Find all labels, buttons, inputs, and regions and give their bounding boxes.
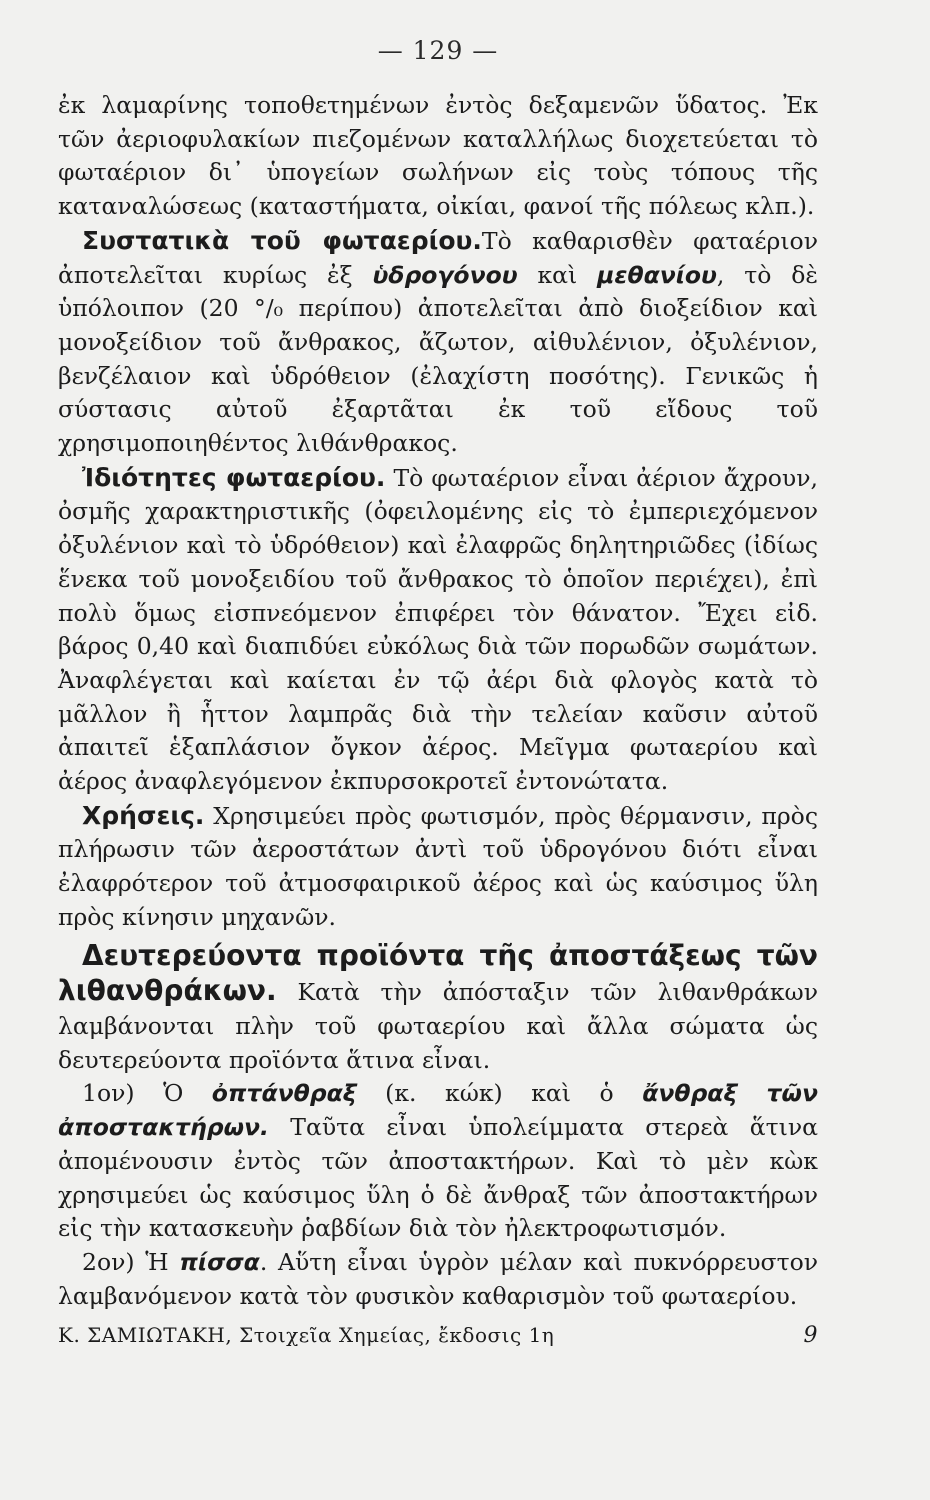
text-run: καὶ — [517, 260, 598, 289]
paragraph-coke — [58, 1077, 818, 1246]
paragraph-gas-uses — [58, 799, 818, 935]
section-heading-uses: Χρήσεις. — [82, 800, 205, 830]
section-heading-byproducts: Δευτερεύοντα προϊόντα τῆς ἀποστάξεως τῶν λιθανθράκων. — [58, 938, 818, 1008]
emphasis-methane: μεθανίου — [597, 260, 717, 289]
text-run: . Αὕτη εἶναι ὑγρὸν μέλαν καὶ πυκνόρρευστον λαμβανόμενον κατὰ τὸν φυσικὸν καθαρισμὸν τοῦ φωταερίου. — [58, 1247, 819, 1310]
text-run: , τὸ δὲ ὑπόλοιπον (20 °/₀ περίπου) ἀποτελεῖται ἀπὸ διοξείδιον καὶ μονοξείδιον τοῦ ἄνθρακος, ἄζωτον, αἰθυλένιον, ὀξυλένιον, βενζέλαιον καὶ ὑδρόθειον (ἐλαχίστη ποσότης). Γενικῶς ἡ σύστασις αὐτοῦ ἐξαρτᾶται ἐκ τοῦ εἴδους τοῦ χρησιμοποιηθέντος λιθάνθρακος. — [58, 260, 818, 458]
text-run: Τὸ καθαρισθὲν φαταέριον ἀποτελεῖται κυρίως ἐξ — [58, 226, 818, 289]
footer-signature-mark: 9 — [803, 1323, 818, 1349]
text-run: (κ. κώκ) καὶ ὁ — [356, 1079, 643, 1108]
page-footer — [58, 1323, 818, 1348]
paragraph-byproducts — [58, 939, 818, 1078]
page-number: — 129 — — [377, 36, 499, 65]
section-heading-properties: Ἰδιότητες φωταερίου. — [82, 462, 386, 492]
text-run: 1ον) Ὁ — [82, 1079, 212, 1108]
emphasis-coke: ὀπτάνθραξ — [211, 1079, 357, 1108]
paragraph-tar — [58, 1246, 818, 1313]
text-run: Κατὰ τὴν ἀπόσταξιν τῶν λιθανθράκων λαμβάνονται πλὴν τοῦ φωταερίου καὶ ἄλλα σώματα ὡς δευτερεύοντα προϊόντα ἅτινα εἶναι. — [58, 978, 818, 1074]
footer-book-info: Κ. ΣΑΜΙΩΤΑΚΗ, Στοιχεῖα Χημείας, ἔκδοσις 1η — [58, 1323, 555, 1348]
text-run: Χρησιμεύει πρὸς φωτισμόν, πρὸς θέρμανσιν, πρὸς πλήρωσιν τῶν ἀεροστάτων ἀντὶ τοῦ ὑδρογόνου διότι εἶναι ἐλαφρότερον τοῦ ἀτμοσφαιρικοῦ ἀέρος καὶ ὡς καύσιμος ὕλη πρὸς κίνησιν μηχανῶν. — [58, 801, 818, 931]
emphasis-tar: πίσσα — [179, 1247, 260, 1276]
section-heading-composition: Συστατικὰ τοῦ φωταερίου. — [82, 225, 482, 255]
paragraph-gas-properties — [58, 461, 818, 799]
emphasis-hydrogen: ὑδρογόνου — [372, 260, 518, 289]
text-run: Τὸ φωταέριον εἶναι ἀέριον ἄχρουν, ὀσμῆς χαρακτηριστικῆς (ὀφειλομένης εἰς τὸ ἐμπεριεχόμενον ὀξυλένιον καὶ τὸ ὑδρόθειον) καὶ ἐλαφρῶς δηλητηριῶδες (ἰδίως ἕνεκα τοῦ μονοξειδίου τοῦ ἄνθρακος τὸ ὁποῖον περιέχει), ἐπὶ πολὺ ὅμως εἰσπνεόμενον ἐπιφέρει τὸν θάνατον. Ἔχει εἰδ. βάρος 0,40 καὶ διαπιδύει εὐκόλως διὰ τῶν πορωδῶν σωμάτων. Ἀναφλέγεται καὶ καίεται ἐν τῷ ἀέρι διὰ φλογὸς κατὰ τὸ μᾶλλον ἢ ἧττον λαμπρᾶς διὰ τὴν τελείαν καῦσιν αὐτοῦ ἀπαιτεῖ ἑξαπλάσιον ὄγκον ἀέρος. Μεῖγμα φωταερίου καὶ ἀέρος ἀναφλεγόμενον ἐκπυρσοκροτεῖ ἐντονώτατα. — [58, 463, 818, 796]
emphasis-retort-carbon: ἄνθραξ τῶν ἀποστακτήρων. — [58, 1079, 818, 1142]
text-run: 2ον) Ἡ — [82, 1247, 180, 1276]
text-run: Ταῦτα εἶναι ὑπολείμματα στερεὰ ἅτινα ἀπομένουσιν ἐντὸς τῶν ἀποστακτήρων. Καὶ τὸ μὲν κὼκ χρησιμεύει ὡς καύσιμος ὕλη ὁ δὲ ἄνθραξ τῶν ἀποστακτήρων εἰς τὴν κατασκευὴν ῥαβδίων διὰ τὸν ἠλεκτροφωτισμόν. — [58, 1113, 818, 1243]
paragraph-gas-composition — [58, 224, 818, 461]
paragraph-gas-distribution: ἐκ λαμαρίνης τοποθετημένων ἐντὸς δεξαμενῶν ὕδατος. Ἐκ τῶν ἀεριοφυλακίων πιεζομένων καταλλήλως διοχετεύεται τὸ φωταέριον δι᾽ ὑπογείων σωλήνων εἰς τοὺς τόπους τῆς καταναλώσεως (καταστήματα, οἰκίαι, φανοί τῆς πόλεως κλπ.). — [58, 91, 818, 221]
